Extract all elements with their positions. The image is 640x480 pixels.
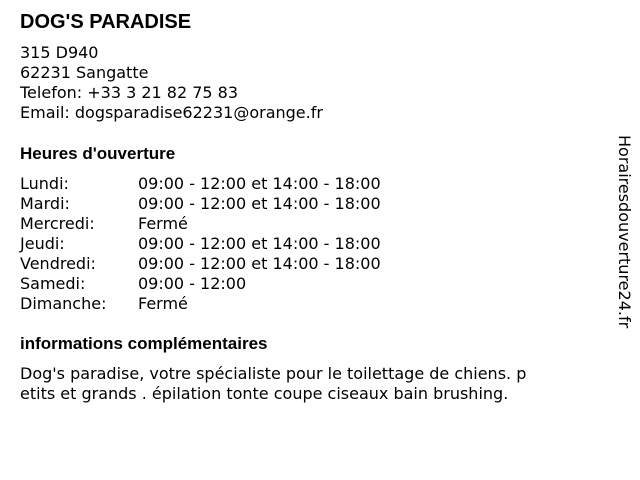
day-label: Samedi: bbox=[20, 274, 86, 293]
day-label: Mercredi: bbox=[20, 214, 95, 233]
phone-number: Telefon: +33 3 21 82 75 83 bbox=[20, 83, 239, 102]
additional-info-text bbox=[20, 364, 580, 404]
address-street: 315 D940 bbox=[20, 43, 99, 62]
day-hours: 09:00 - 12:00 et 14:00 - 18:00 bbox=[138, 194, 381, 213]
additional-info-heading: informations complémentaires bbox=[20, 334, 268, 353]
address-city: 62231 Sangatte bbox=[20, 63, 149, 82]
day-hours: Fermé bbox=[138, 294, 188, 313]
day-label: Vendredi: bbox=[20, 254, 96, 273]
info-text-line: Dog's paradise, votre spécialiste pour le toilettage de chiens. p bbox=[20, 364, 527, 383]
business-name: DOG'S PARADISE bbox=[20, 11, 192, 33]
day-label: Dimanche: bbox=[20, 294, 107, 313]
day-hours: 09:00 - 12:00 bbox=[138, 274, 247, 293]
day-hours: 09:00 - 12:00 et 14:00 - 18:00 bbox=[138, 174, 381, 193]
day-label: Lundi: bbox=[20, 174, 69, 193]
day-label: Jeudi: bbox=[20, 234, 65, 253]
info-text-line: etits et grands . épilation tonte coupe ciseaux bain brushing. bbox=[20, 384, 509, 403]
site-watermark-text: Horairesdouverture24.fr bbox=[615, 135, 634, 329]
day-hours: Fermé bbox=[138, 214, 188, 233]
day-label: Mardi: bbox=[20, 194, 70, 213]
email-address: Email: dogsparadise62231@orange.fr bbox=[20, 103, 323, 122]
site-watermark bbox=[612, 135, 636, 343]
opening-hours-heading: Heures d'ouverture bbox=[20, 144, 176, 163]
address-block bbox=[20, 43, 323, 123]
day-hours: 09:00 - 12:00 et 14:00 - 18:00 bbox=[138, 234, 381, 253]
day-hours: 09:00 - 12:00 et 14:00 - 18:00 bbox=[138, 254, 381, 273]
